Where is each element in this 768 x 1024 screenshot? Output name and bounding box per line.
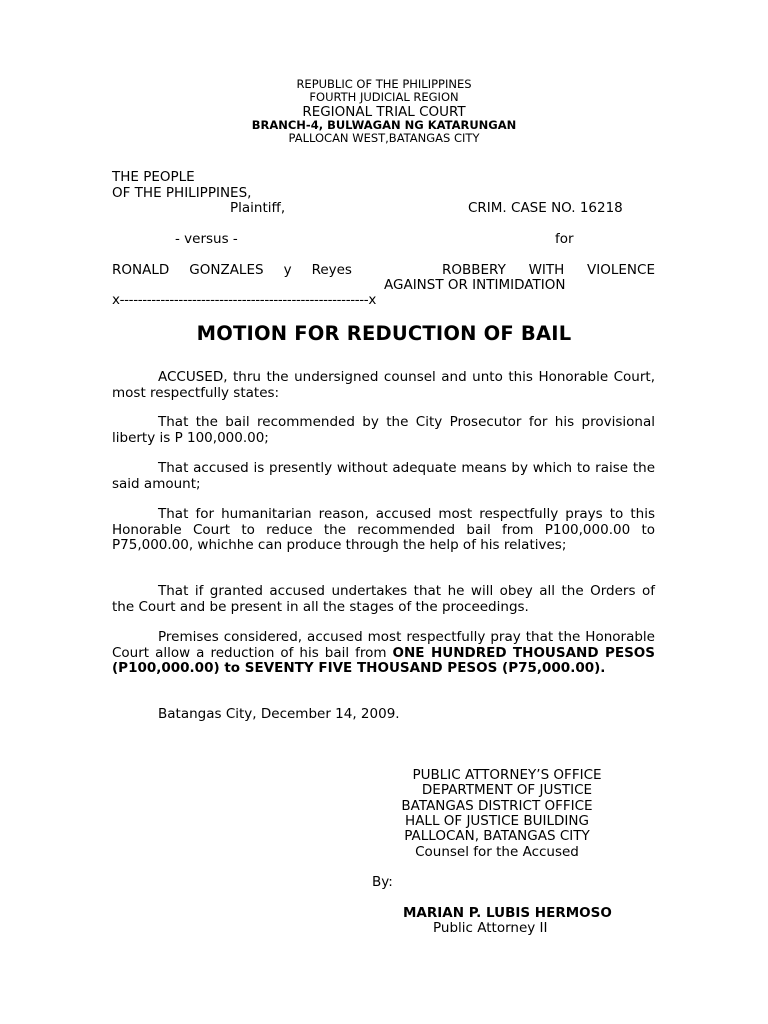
charge-word-2: WITH bbox=[528, 262, 565, 278]
accused-first-name: RONALD bbox=[112, 262, 170, 278]
accused-name bbox=[112, 263, 352, 279]
attorney-name: MARIAN P. LUBIS HERMOSO bbox=[403, 905, 612, 921]
counsel-district-office: BATANGAS DISTRICT OFFICE bbox=[401, 798, 593, 814]
header-republic: REPUBLIC OF THE PHILIPPINES bbox=[296, 77, 472, 91]
header-branch: BRANCH-4, BULWAGAN NG KATARUNGAN bbox=[251, 118, 517, 132]
plaintiff-role: Plaintiff, bbox=[230, 200, 286, 216]
plaintiff-line2: OF THE PHILIPPINES, bbox=[112, 185, 252, 201]
counsel-department: DEPARTMENT OF JUSTICE bbox=[421, 782, 593, 798]
paragraph-2: That the bail recommended by the City Prosecutor for his provisional liberty is P 100,000.00; bbox=[112, 414, 655, 446]
versus-label: - versus - bbox=[175, 231, 238, 247]
accused-mother-name: Reyes bbox=[311, 262, 352, 278]
header-court: REGIONAL TRIAL COURT bbox=[302, 104, 466, 120]
case-number: CRIM. CASE NO. 16218 bbox=[468, 200, 623, 216]
paragraph-4: That for humanitarian reason, accused most respectfully prays to this Honorable Court to reduce the recommended bail from P100,000.00 to P75,000.00, whichhe can produce through the help of his relatives; bbox=[112, 506, 655, 553]
by-label: By: bbox=[372, 874, 393, 890]
accused-connector: y bbox=[283, 262, 292, 278]
date-line: Batangas City, December 14, 2009. bbox=[158, 706, 400, 722]
paragraph-6: Premises considered, accused most respectfully pray that the Honorable Court allow a reduction of his bail from ONE HUNDRED THOUSAND PESOS (P100,000.00) to SEVENTY FIVE THOUSAND PESOS (P75,000.00). bbox=[112, 629, 656, 676]
header-judicial-region: FOURTH JUDICIAL REGION bbox=[309, 90, 459, 104]
charge-line2: AGAINST OR INTIMIDATION bbox=[384, 277, 566, 293]
header-location: PALLOCAN WEST,BATANGAS CITY bbox=[288, 131, 480, 145]
counsel-office: PUBLIC ATTORNEY’S OFFICE bbox=[412, 767, 602, 783]
attorney-title: Public Attorney II bbox=[433, 920, 548, 936]
accused-last-name: GONZALES bbox=[189, 262, 264, 278]
counsel-building: HALL OF JUSTICE BUILDING bbox=[405, 813, 589, 829]
document-title: MOTION FOR REDUCTION OF BAIL bbox=[196, 322, 572, 345]
paragraph-3: That accused is presently without adequate means by which to raise the said amount; bbox=[112, 460, 655, 492]
charge-word-1: ROBBERY bbox=[442, 262, 506, 278]
charge-word-3: VIOLENCE bbox=[587, 262, 655, 278]
caption-separator: x-------------------------------------------------------x bbox=[112, 292, 376, 308]
for-label: for bbox=[555, 231, 574, 247]
counsel-role: Counsel for the Accused bbox=[415, 844, 579, 860]
paragraph-1: ACCUSED, thru the undersigned counsel and unto this Honorable Court, most respectfully states: bbox=[112, 369, 655, 401]
paragraph-5: That if granted accused undertakes that he will obey all the Orders of the Court and be present in all the stages of the proceedings. bbox=[112, 583, 655, 615]
counsel-address: PALLOCAN, BATANGAS CITY bbox=[404, 828, 590, 844]
bail-amount-bold: ONE HUNDRED THOUSAND PESOS (P100,000.00) to SEVENTY FIVE THOUSAND PESOS (P75,000.00). bbox=[112, 644, 656, 676]
plaintiff-line1: THE PEOPLE bbox=[112, 169, 195, 185]
